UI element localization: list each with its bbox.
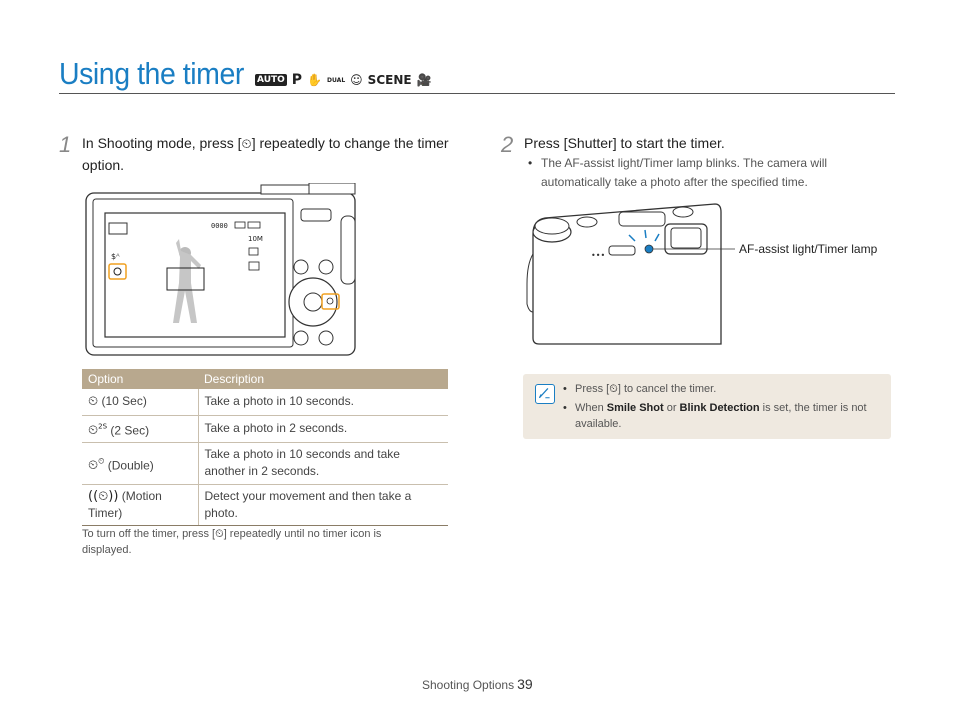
option-column-header: Option xyxy=(82,369,198,389)
af-lamp-label: AF-assist light/Timer lamp xyxy=(739,242,878,256)
page-title: Using the timer xyxy=(59,56,244,91)
step-2-number: 2 xyxy=(501,132,514,157)
option-cell xyxy=(82,442,198,484)
option-cell xyxy=(82,484,198,525)
timer-icon: ⏲ xyxy=(609,382,618,395)
option-cell xyxy=(82,389,198,415)
camera-front-illustration xyxy=(525,194,735,348)
step-2-bullet-text: The AF-assist light/Timer lamp blinks. The camera will automatically take a photo after the specified time. xyxy=(541,156,828,189)
timer-double-icon: ⏲⏲ xyxy=(88,456,105,473)
mode-icons xyxy=(255,72,432,88)
note-pencil-icon xyxy=(535,384,555,404)
motion-timer-icon: ((⏲)) xyxy=(88,488,119,504)
bullet-dot: • xyxy=(563,402,567,414)
bullet-dot: • xyxy=(528,156,533,170)
scene-mode-icon: SCENE xyxy=(367,73,412,87)
step-2-text-after: ] to start the timer. xyxy=(612,135,725,151)
program-mode-icon: P xyxy=(291,72,303,88)
svg-text:•••: ••• xyxy=(591,251,606,260)
note-1-before: Press [ xyxy=(575,383,610,395)
description-column-header: Description xyxy=(198,369,448,389)
hand-icon: ✋ xyxy=(307,73,323,87)
smile-shot-label: Smile Shot xyxy=(606,402,664,414)
table-row xyxy=(82,389,448,415)
description-cell: Detect your movement and then take a photo. xyxy=(198,484,448,525)
list-item xyxy=(563,400,881,432)
description-cell: Take a photo in 2 seconds. xyxy=(198,415,448,442)
note-box xyxy=(523,374,891,439)
svg-text:0000: 0000 xyxy=(211,222,228,230)
option-cell xyxy=(82,415,198,442)
note-2-after: is set, the timer is not available. xyxy=(575,402,867,430)
beauty-mode-icon: ☺ xyxy=(350,73,363,87)
note-list xyxy=(563,381,881,435)
page-number: 39 xyxy=(517,676,533,692)
option-label: (Motion Timer) xyxy=(88,488,162,520)
camera-back-illustration xyxy=(83,183,358,359)
page-footer xyxy=(422,676,533,692)
turn-off-note-after: ] repeatedly until no timer icon is displayed. xyxy=(82,528,382,556)
shutter-button-label: Shutter xyxy=(567,135,613,151)
step-1-text-after: ] repeatedly to change the timer option. xyxy=(82,135,449,173)
step-1-number: 1 xyxy=(59,132,72,157)
timer-10sec-icon: ⏲ xyxy=(88,394,99,410)
table-row xyxy=(82,442,448,484)
step-1-text-before: In Shooting mode, press [ xyxy=(82,135,242,151)
blink-detection-label: Blink Detection xyxy=(679,402,760,414)
bullet-dot: • xyxy=(563,383,567,395)
turn-off-note-before: To turn off the timer, press [ xyxy=(82,528,216,540)
title-row xyxy=(59,56,895,94)
timer-options-table xyxy=(82,369,448,526)
timer-2sec-icon: ⏲$^{2S}$ xyxy=(88,422,108,438)
option-label: (2 Sec) xyxy=(110,422,150,437)
svg-text:10M: 10M xyxy=(248,235,263,243)
option-label: (10 Sec) xyxy=(101,394,147,409)
step-2-bullet xyxy=(528,154,881,192)
option-label: (Double) xyxy=(107,457,154,472)
timer-icon: ⏲ xyxy=(241,137,252,152)
note-1-after: ] to cancel the timer. xyxy=(617,383,717,395)
timer-icon: ⏲ xyxy=(215,527,224,540)
svg-text:$ᴬ: $ᴬ xyxy=(111,252,120,261)
table-header-row xyxy=(82,369,448,389)
dual-mode-icon: DUAL xyxy=(327,76,346,84)
description-cell: Take a photo in 10 seconds and take another in 2 seconds. xyxy=(198,442,448,484)
table-row xyxy=(82,415,448,442)
description-cell: Take a photo in 10 seconds. xyxy=(198,389,448,415)
turn-off-note xyxy=(82,526,432,558)
step-2-text xyxy=(524,133,894,154)
list-item xyxy=(563,381,881,397)
note-2-before: When xyxy=(575,402,607,414)
movie-mode-icon: 🎥 xyxy=(416,73,432,87)
auto-mode-icon: AUTO xyxy=(257,75,285,85)
step-1-text xyxy=(82,133,452,176)
step-2-text-before: Press [ xyxy=(524,135,568,151)
footer-section: Shooting Options xyxy=(422,678,515,692)
table-row xyxy=(82,484,448,525)
note-2-mid: or xyxy=(663,402,680,414)
